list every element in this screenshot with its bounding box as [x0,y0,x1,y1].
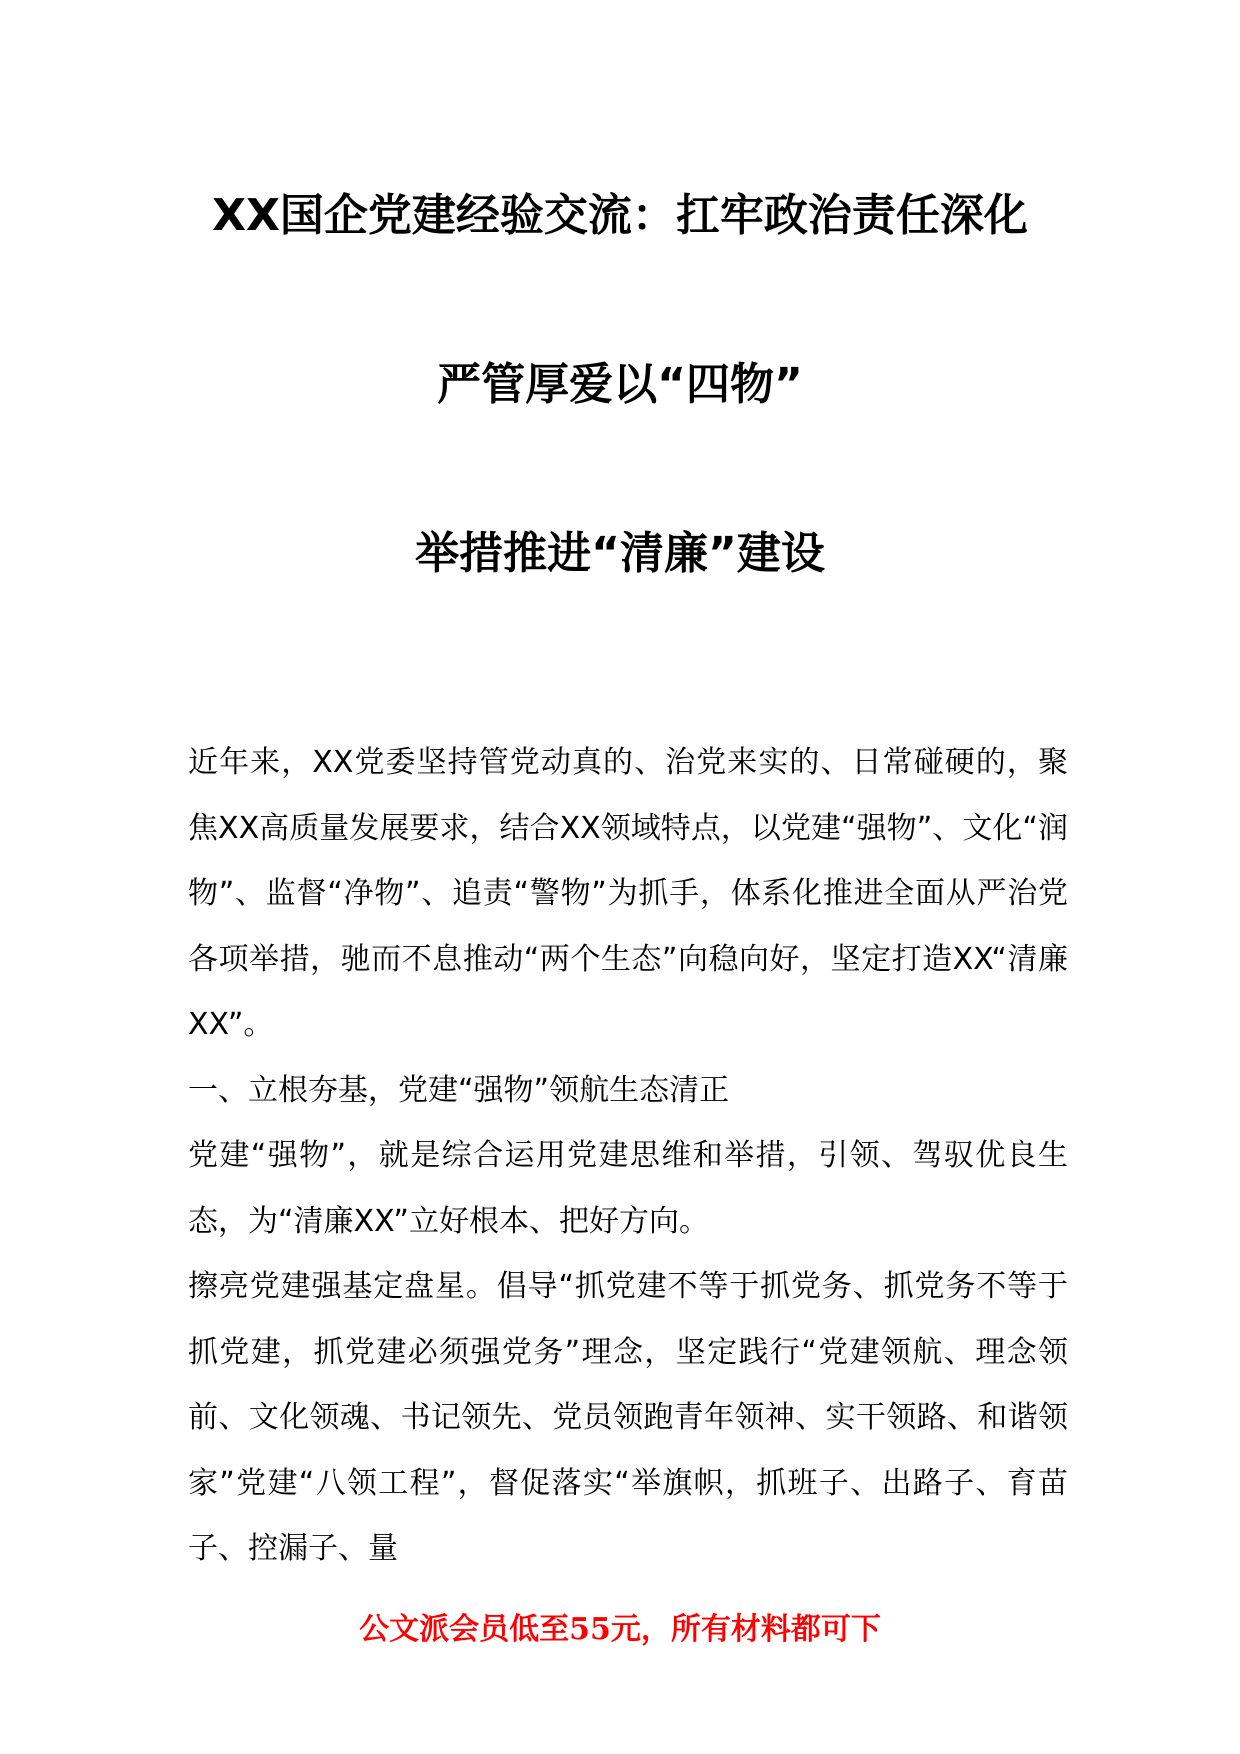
promo-footer-note: 公文派会员低至55元，所有材料都可下 [359,1612,881,1647]
intro-paragraph: 近年来，XX党委坚持管党动真的、治党来实的、日常碰硬的，聚焦XX高质量发展要求，结合XX领域特点，以党建“强物”、文化“润物”、监督“净物”、追责“警物”为抓手，体系化推进全面从严治党各项举措，驰而不息推动“两个生态”向稳向好，坚定打造XX“清廉XX”。 [188,745,1068,1042]
document-body [188,730,1068,1582]
body-paragraph: 党建“强物”，就是综合运用党建思维和举措，引领、驾驭优良生态，为“清廉XX”立好根本、把好方向。 [188,1138,1068,1239]
document-title [150,190,1090,580]
title-line-3: 举措推进“清廉”建设 [415,528,825,579]
title-line-2: 严管厚爱以“四物” [437,359,803,410]
body-paragraph: 擦亮党建强基定盘星。倡导“抓党建不等于抓党务、抓党务不等于抓党建，抓党建必须强党务”理念，坚定践行“党建领航、理念领前、文化领魂、书记领先、党员领跑青年领神、实干领路、和谐领家”党建“八领工程”，督促落实“举旗帜，抓班子、出路子、育苗子、控漏子、量 [188,1269,1068,1566]
section-heading: 一、立根夯基，党建“强物”领航生态清正 [188,1072,730,1108]
title-line-1: XX国企党建经验交流：扛牢政治责任深化 [212,190,1028,241]
